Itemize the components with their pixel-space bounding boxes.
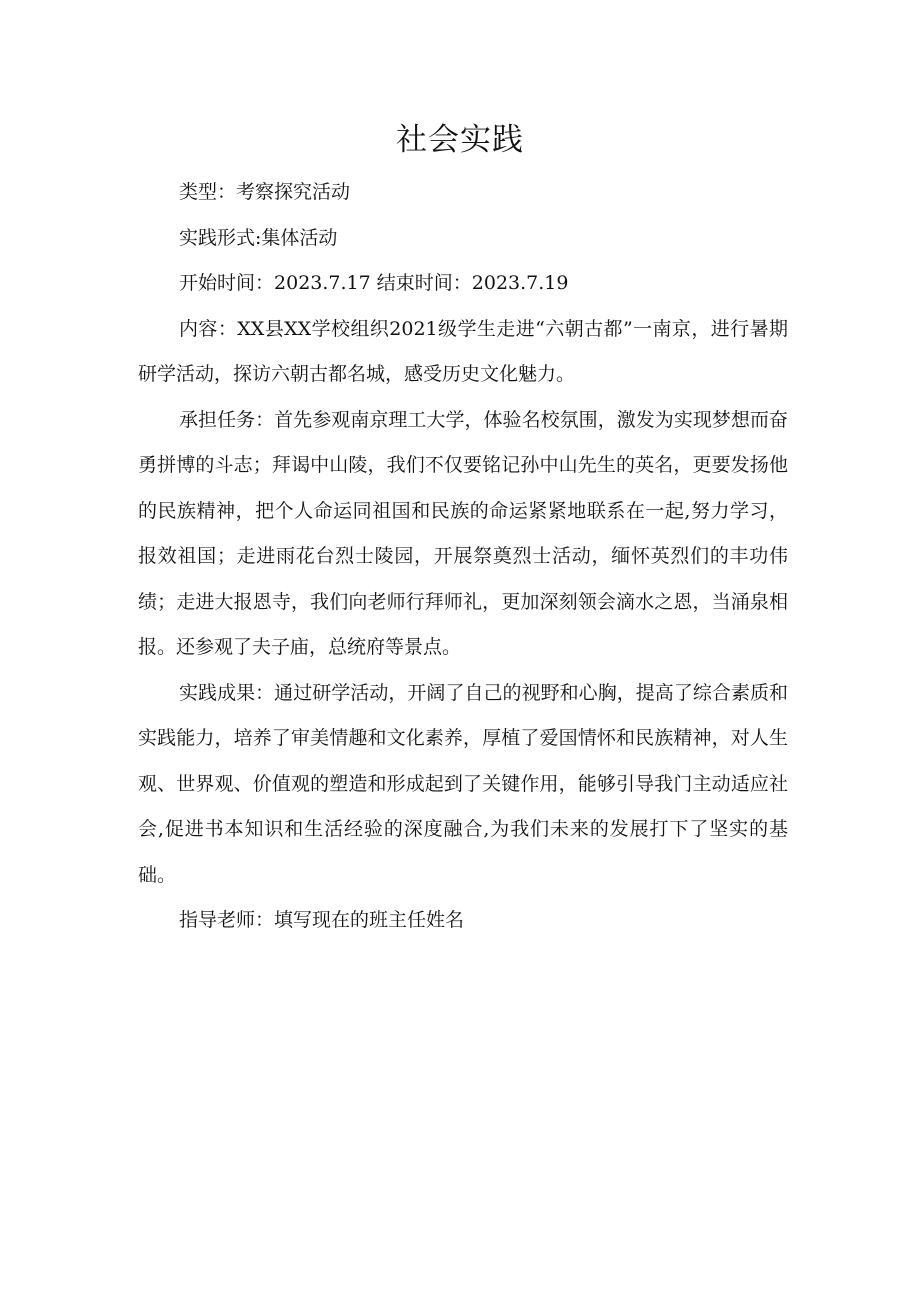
start-time-label: 开始时间： [179, 272, 275, 294]
content-text: XX县XX学校组织2021级学生走进“六朝古都”一南京，进行暑期研学活动，探访六朝古都名城，感受历史文化魅力。 [138, 317, 788, 385]
content-label: 内容： [179, 317, 238, 340]
teacher-label: 指导老师： [179, 909, 275, 931]
end-time-value: 2023.7.19 [471, 272, 569, 294]
document-title: 社会实践 [396, 122, 524, 158]
type-value: 考察探究活动 [236, 181, 351, 203]
document-body [138, 170, 788, 944]
type-line [138, 170, 788, 216]
tasks-label: 承担任务： [179, 408, 275, 431]
content-paragraph [138, 307, 788, 398]
teacher-line [138, 898, 788, 944]
teacher-text: 填写现在的班主任姓名 [274, 909, 465, 931]
type-label: 类型： [179, 181, 237, 203]
practice-form-line [138, 216, 788, 262]
results-paragraph [138, 671, 788, 899]
results-label: 实践成果： [179, 681, 275, 704]
tasks-text: 首先参观南京理工大学，体验名校氛围，激发为实现梦想而奋勇拼博的斗志；拜谒中山陵，我们不仅要铭记孙中山先生的英名，更要发扬他的民族精神，把个人命运同祖国和民族的命运紧紧地联系在一起,努力学习，报效祖国；走进雨花台烈士陵园，开展祭奠烈士活动，缅怀英烈们的丰功伟绩；走进大报恩寺，我们向老师行拜师礼，更加深刻领会滴水之恩，当涌泉相报。还参观了夫子庙，总统府等景点。 [138, 408, 788, 658]
end-time-label: 结束时间： [376, 272, 472, 294]
time-line [138, 261, 788, 307]
start-time-value: 2023.7.17 [274, 272, 371, 294]
results-text: 通过研学活动，开阔了自己的视野和心胸，提高了综合素质和实践能力，培养了审美情趣和文化素养，厚植了爱国情怀和民族精神，对人生观、世界观、价值观的塑造和形成起到了关键作用，能够引导我门主动适应社会,促进书本知识和生活经验的深度融合,为我们未来的发展打下了坚实的基础。 [138, 681, 788, 886]
tasks-paragraph [138, 398, 788, 671]
practice-form-label: 实践形式: [179, 226, 262, 249]
practice-form-value: 集体活动 [261, 226, 338, 249]
